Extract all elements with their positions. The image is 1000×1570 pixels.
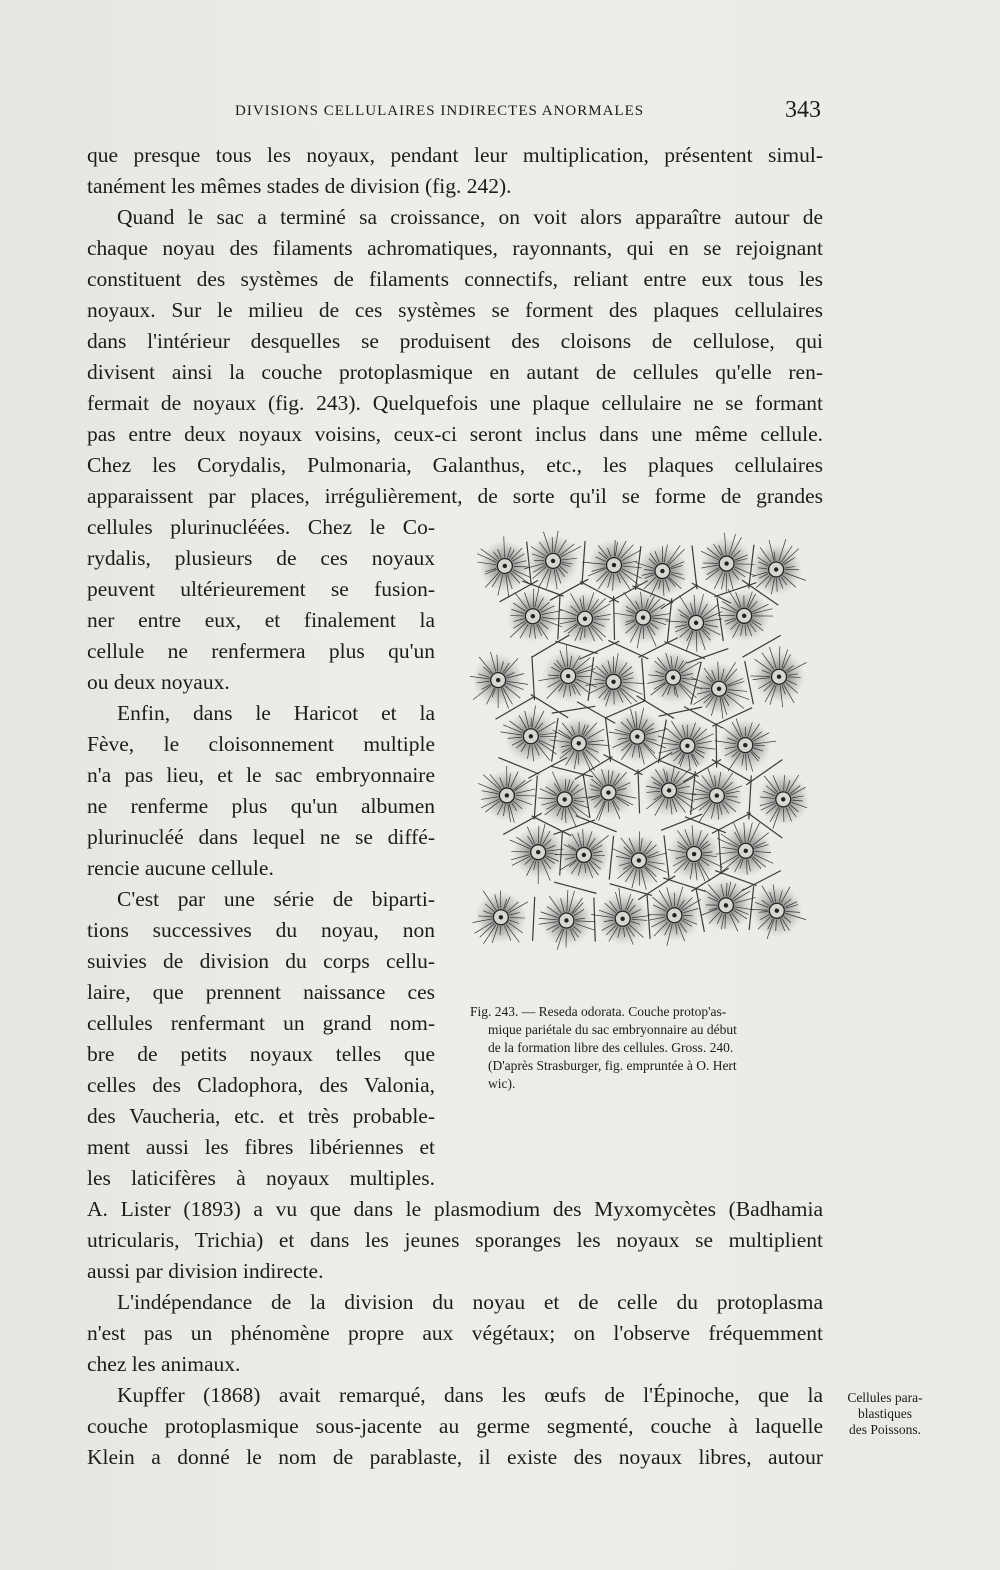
text-line: Klein a donné le nom de parablaste, il existe des noyaux libres, autour xyxy=(87,1445,823,1469)
cell-wall xyxy=(582,541,585,585)
cell-nucleus xyxy=(718,589,773,642)
text-line: L'indépendance de la division du noyau et de celle du protoplasma xyxy=(117,1290,823,1314)
text-line: des Vaucheria, etc. et très probable- xyxy=(87,1104,435,1128)
cell-nucleus xyxy=(636,545,689,597)
cell-nucleus xyxy=(668,825,723,881)
cell-nucleus xyxy=(647,651,702,703)
text-line: tions successives du noyau, non xyxy=(87,918,435,942)
cell-wall xyxy=(642,658,645,702)
cell-nucleus xyxy=(701,533,756,592)
cell-nucleus xyxy=(700,879,756,931)
cell-nucleus xyxy=(658,720,715,772)
cell-wall xyxy=(554,882,597,893)
text-line: constituent des systèmes de filaments connectifs, reliant entre eux tous les xyxy=(87,267,823,291)
margin-note-line: Cellules para- xyxy=(847,1390,923,1405)
text-line: Chez les Corydalis, Pulmonaria, Galanthus, etc., les plaques cellulaires xyxy=(87,453,823,477)
cell-nucleus xyxy=(609,708,666,765)
cell-nucleus xyxy=(539,890,596,950)
text-line: divisent ainsi la couche protoplasmique en autant de cellules qu'elle ren- xyxy=(87,360,823,384)
cell-wall xyxy=(661,814,702,830)
cell-nucleus xyxy=(524,531,581,589)
cell-wall xyxy=(532,656,535,700)
cell-wall xyxy=(745,661,754,704)
cell-nucleus xyxy=(555,829,610,881)
figure-caption-line: de la formation libre des cellules. Gross. 240. xyxy=(488,1040,734,1055)
text-line: chez les animaux. xyxy=(87,1352,241,1376)
text-line: pas entre deux noyaux voisins, ceux-ci seront inclus dans une même cellule. xyxy=(87,422,823,446)
text-line: tanément les mêmes stades de division (fig. 242). xyxy=(87,174,512,198)
cell-wall xyxy=(663,878,705,891)
text-line: fermait de noyaux (fig. 243). Quelquefois une plaque cellulaire ne se formant xyxy=(87,391,823,415)
text-line: ment aussi les fibres libériennes et xyxy=(87,1135,435,1159)
margin-note xyxy=(830,1390,940,1438)
cell-wall xyxy=(659,707,702,716)
cell-nucleus xyxy=(757,773,809,828)
figure-caption-line: wic). xyxy=(488,1076,516,1091)
cell-nucleus xyxy=(715,719,776,772)
cell-wall xyxy=(692,545,697,589)
margin-note-line: blastiques xyxy=(858,1406,912,1421)
margin-note-line: des Poissons. xyxy=(848,1422,921,1437)
text-line: Enfin, dans le Haricot et la xyxy=(117,701,435,725)
text-line: Quand le sac a terminé sa croissance, on voit alors apparaître autour de xyxy=(117,205,823,229)
cell-nucleus xyxy=(751,646,807,707)
cell-nucleus xyxy=(500,706,558,763)
text-line: dans l'intérieur desquelles se produisent des cloisons de cellulose, qui xyxy=(87,329,823,353)
cell-nucleus xyxy=(716,823,774,877)
cell-nucleus xyxy=(582,767,636,821)
text-line: que presque tous les noyaux, pendant leur multiplication, présentent simul- xyxy=(87,143,823,167)
text-line: cellules renfermant un grand nom- xyxy=(87,1011,435,1035)
text-line: les laticifères à noyaux multiples. xyxy=(87,1166,435,1190)
cell-wall xyxy=(609,836,613,880)
text-line: apparaissent par places, irrégulièrement, de sorte qu'il se forme de grandes xyxy=(87,484,823,508)
cell-nucleus xyxy=(538,645,596,702)
cell-nucleus xyxy=(612,832,666,890)
cell-nucleus xyxy=(749,885,806,939)
text-line: cellule ne renfermera plus qu'un xyxy=(87,639,435,663)
cell-wall xyxy=(606,718,611,762)
text-line: bre de petits noyaux telles que xyxy=(87,1042,435,1066)
cell-wall xyxy=(716,723,717,767)
cell-nucleus xyxy=(470,652,528,709)
text-line: utricularis, Trichia) et dans les jeunes sporanges les noyaux se multiplient xyxy=(87,1228,823,1252)
text-line: Kupffer (1868) avait remarqué, dans les œufs de l'Épinoche, que la xyxy=(117,1383,823,1407)
text-line: C'est par une série de biparti- xyxy=(117,887,435,911)
cell-wall xyxy=(552,706,595,713)
cell-nucleus xyxy=(473,891,528,944)
cell-nucleus xyxy=(556,593,611,645)
text-line: n'est pas un phénomène propre aux végétaux; on l'observe fréquemment xyxy=(87,1321,823,1345)
cell-wall xyxy=(614,596,615,640)
cell-nucleus xyxy=(585,653,644,708)
text-line: couche protoplasmique sous-jacente au germe segmenté, couche à laquelle xyxy=(87,1414,823,1438)
cell-nucleus xyxy=(582,539,642,591)
cell-nucleus xyxy=(750,539,806,595)
text-line: cellules plurinucléées. Chez le Co- xyxy=(87,515,435,539)
page-number: 343 xyxy=(785,97,821,123)
text-line: aussi par division indirecte. xyxy=(87,1259,324,1283)
text-line: A. Lister (1893) a vu que dans le plasmodium des Myxomycètes (Badhamia xyxy=(87,1197,823,1221)
cell-wall xyxy=(533,897,535,941)
figure-caption-line: Fig. 243. — Reseda odorata. Couche protop'as- xyxy=(470,1004,727,1019)
cell-nucleus xyxy=(665,594,722,651)
text-line: rencie aucune cellule. xyxy=(87,856,274,880)
text-line: suivies de division du corps cellu- xyxy=(87,949,435,973)
figure-caption-line: mique pariétale du sac embryonnaire au début xyxy=(488,1022,737,1037)
figure-caption-line: (D'après Strasburger, fig. empruntée à O. Hert xyxy=(488,1058,737,1073)
text-line: ne renferme plus qu'un albumen xyxy=(87,794,435,818)
cell-nucleus xyxy=(507,589,563,643)
text-line: noyaux. Sur le milieu de ces systèmes se forment des plaques cellulaires xyxy=(87,298,823,322)
text-line: laire, que prennent naissance ces xyxy=(87,980,435,1004)
text-line: peuvent ultérieurement se fusion- xyxy=(87,577,435,601)
text-line: ou deux noyaux. xyxy=(87,670,230,694)
cell-nucleus xyxy=(478,766,536,823)
text-line: ner entre eux, et finalement la xyxy=(87,608,435,632)
cell-nucleus xyxy=(591,888,650,945)
cell-nucleus xyxy=(648,887,701,946)
text-line: Fève, le cloisonnement multiple xyxy=(87,732,435,756)
cell-wall xyxy=(638,770,640,814)
running-title: DIVISIONS CELLULAIRES INDIRECTES ANORMALES xyxy=(235,103,645,119)
cell-wall xyxy=(594,898,595,942)
text-line: celles des Cladophora, des Valonia, xyxy=(87,1073,435,1097)
cell-nucleus xyxy=(613,592,670,649)
cell-illustration xyxy=(470,525,822,990)
text-line: n'a pas lieu, et le sac embryonnaire xyxy=(87,763,435,787)
text-line: plurinucléé dans lequel ne se diffé- xyxy=(87,825,435,849)
text-line: chaque noyau des filaments achromatiques, rayonnants, qui en se rejoignant xyxy=(87,236,823,260)
text-line: rydalis, plusieurs de ces noyaux xyxy=(87,546,435,570)
cell-wall xyxy=(534,775,537,819)
